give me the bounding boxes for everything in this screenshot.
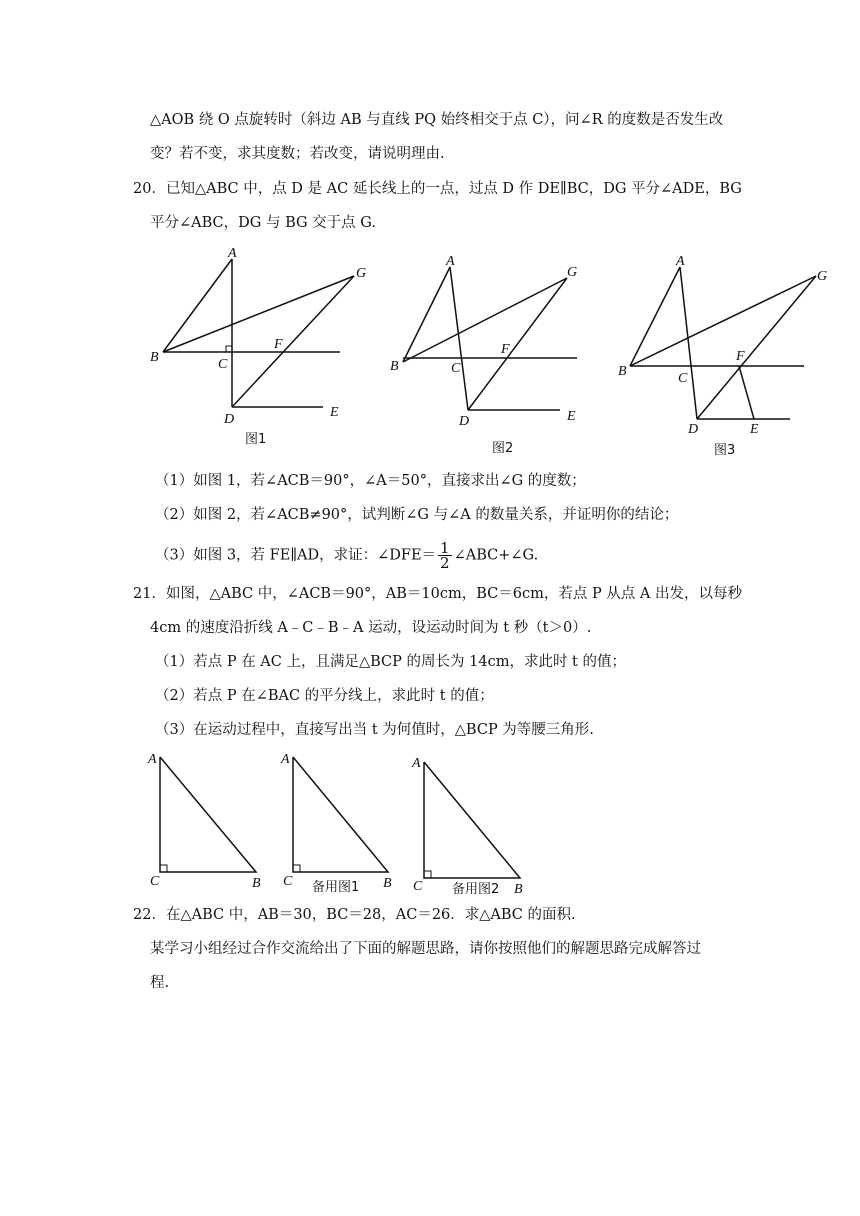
fig2-label-F: F	[501, 342, 510, 357]
fig21r1-label-B: B	[383, 876, 392, 891]
fig3-label-E: E	[750, 422, 759, 437]
fig1-label-B: B	[150, 350, 159, 365]
fig21r1-label-A: A	[281, 752, 290, 767]
q21-text-line-1: 21．如图，△ABC 中，∠ACB＝90°，AB＝10cm，BC＝6cm，若点 P 从点 A 出发，以每秒	[133, 586, 742, 602]
fig1-label-G: G	[356, 266, 367, 281]
q20-part-1: （1）如图 1，若∠ACB＝90°，∠A＝50°，直接求出∠G 的度数；	[155, 473, 586, 489]
triangle-reserve-2	[424, 762, 520, 878]
fig21-label-A: A	[148, 752, 157, 767]
fig2-label-B: B	[390, 359, 399, 374]
triangle-reserve-2-right-angle	[424, 871, 431, 878]
q21-part-2: （2）若点 P 在∠BAC 的平分线上，求此时 t 的值；	[155, 688, 494, 704]
reserve-figure-1-caption: 备用图1	[312, 880, 360, 895]
q20-part-3	[155, 541, 538, 570]
triangle-reserve-1-right-angle	[293, 865, 300, 872]
fig2-label-C: C	[451, 361, 461, 376]
fig3-seg-FE	[739, 366, 754, 419]
q22-text-line-2: 某学习小组经过合作交流给出了下面的解题思路，请你按照他们的解题思路完成解答过	[150, 941, 701, 957]
fig21r2-label-B: B	[514, 882, 523, 897]
fig21r1-label-C: C	[283, 874, 293, 889]
fraction-one-half	[438, 541, 452, 570]
q21-text-line-2: 4cm 的速度沿折线 A﹣C﹣B﹣A 运动，设运动时间为 t 秒（t＞0）.	[150, 620, 592, 636]
fig2-seg-BG	[403, 278, 567, 362]
fig3-caption: 图3	[714, 443, 736, 458]
q20-part-3-prefix: （3）如图 3，若 FE∥AD，求证：∠DFE＝	[155, 547, 437, 564]
fig21-label-C: C	[150, 874, 160, 889]
q21-figures	[0, 745, 860, 895]
fig21r2-label-A: A	[412, 756, 421, 771]
fig1-seg-DG	[232, 276, 354, 407]
fig2-label-D: D	[459, 414, 470, 429]
fig2-caption: 图2	[492, 441, 514, 456]
fig3-seg-AB	[630, 267, 680, 366]
fig21-label-B: B	[252, 876, 261, 891]
q20-figures	[0, 240, 860, 470]
q19-text-line-1: △AOB 绕 O 点旋转时（斜边 AB 与直线 PQ 始终相交于点 C），问∠R 的度数是否发生改	[150, 112, 724, 128]
fig1-label-F: F	[274, 337, 283, 352]
fig1-label-C: C	[218, 357, 228, 372]
triangle-main	[160, 757, 256, 872]
fig1-label-E: E	[330, 405, 339, 420]
q19-text-line-2: 变？若不变，求其度数；若改变，请说明理由.	[150, 146, 445, 162]
fig1-label-D: D	[224, 412, 235, 427]
fig3-label-C: C	[678, 371, 688, 386]
q20-text-line-2: 平分∠ABC，DG 与 BG 交于点 G.	[150, 215, 376, 231]
fig3-label-G: G	[817, 269, 828, 284]
fig2-label-G: G	[567, 265, 578, 280]
q22-text-line-3: 程.	[150, 975, 170, 991]
fig2-label-A: A	[446, 254, 455, 269]
fig2-seg-DG	[468, 278, 567, 410]
fig3-label-F: F	[736, 349, 745, 364]
fig3-seg-BG	[630, 276, 816, 366]
q21-part-3: （3）在运动过程中，直接写出当 t 为何值时，△BCP 为等腰三角形.	[155, 722, 594, 738]
q21-part-1: （1）若点 P 在 AC 上，且满足△BCP 的周长为 14cm，求此时 t 的值；	[155, 654, 626, 670]
fig1-caption: 图1	[245, 432, 267, 447]
fig21r2-label-C: C	[413, 879, 423, 894]
q22-text-line-1: 22．在△ABC 中，AB＝30，BC＝28，AC＝26．求△ABC 的面积.	[133, 907, 576, 923]
fig3-seg-AD	[680, 267, 697, 419]
reserve-figure-2-caption: 备用图2	[452, 882, 500, 897]
fig2-label-E: E	[567, 409, 576, 424]
fig1-label-A: A	[228, 246, 237, 261]
fig1-right-angle-mark	[226, 346, 232, 352]
q20-part-3-suffix: ∠ABC+∠G.	[453, 547, 539, 564]
fig3-label-A: A	[676, 254, 685, 269]
q20-part-2: （2）如图 2，若∠ACB≠90°，试判断∠G 与∠A 的数量关系，并证明你的结论；	[155, 507, 679, 523]
fig3-seg-DG	[697, 276, 816, 419]
triangle-main-right-angle	[160, 865, 167, 872]
triangle-reserve-1	[293, 757, 388, 872]
fraction-denominator: 2	[440, 554, 450, 572]
fig2-seg-AD	[450, 267, 468, 410]
fraction-numerator: 1	[440, 539, 450, 557]
fig3-label-B: B	[618, 364, 627, 379]
q20-text-line-1: 20．已知△ABC 中，点 D 是 AC 延长线上的一点，过点 D 作 DE∥BC，DG 平分∠ADE，BG	[133, 181, 742, 197]
fig2-seg-AB	[403, 267, 450, 362]
fig3-label-D: D	[688, 422, 699, 437]
